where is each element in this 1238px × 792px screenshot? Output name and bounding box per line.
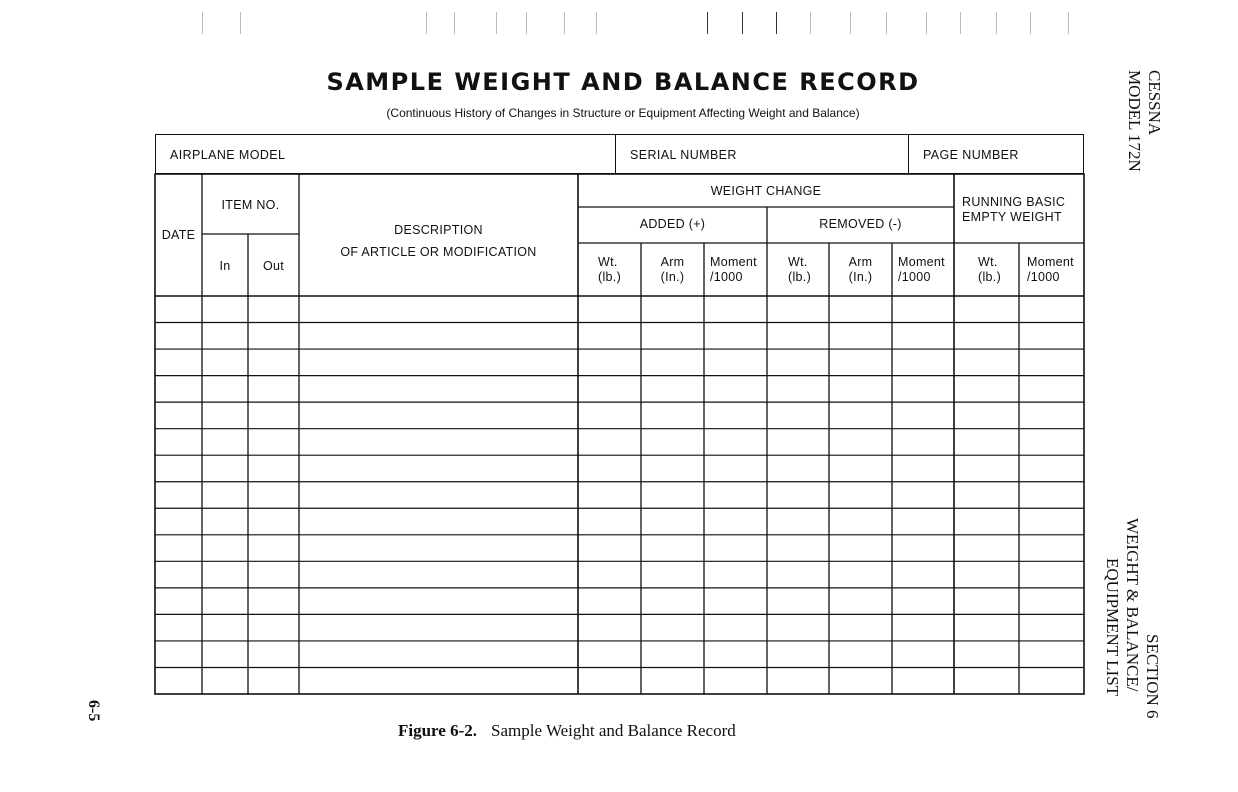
side-section-number: SECTION 6 bbox=[1143, 634, 1162, 719]
side-header-model: MODEL 172N bbox=[1125, 70, 1144, 172]
page-number-label: PAGE NUMBER bbox=[923, 148, 1019, 162]
removed-header: REMOVED (-) bbox=[819, 217, 902, 231]
side-header-top bbox=[1124, 70, 1164, 172]
page-subtitle: (Continuous History of Changes in Structure or Equipment Affecting Weight and Balance) bbox=[386, 106, 860, 120]
running-moment-header: Moment /1000 bbox=[1027, 255, 1074, 284]
date-column-header: DATE bbox=[161, 228, 196, 242]
item-in-column-header: In bbox=[219, 259, 231, 273]
removed-wt-header: Wt. (lb.) bbox=[788, 255, 812, 284]
serial-number-label: SERIAL NUMBER bbox=[630, 148, 737, 162]
description-header-line2: OF ARTICLE OR MODIFICATION bbox=[340, 245, 537, 259]
figure-number: Figure 6-2. bbox=[398, 721, 478, 740]
description-header-line1: DESCRIPTION bbox=[394, 223, 483, 237]
running-basic-header-line1: RUNNING BASIC bbox=[962, 195, 1066, 209]
removed-moment-header: Moment /1000 bbox=[898, 255, 945, 284]
side-section-subtitle: EQUIPMENT LIST bbox=[1103, 558, 1122, 697]
weight-change-header: WEIGHT CHANGE bbox=[710, 184, 822, 198]
item-out-column-header: Out bbox=[262, 259, 285, 273]
added-arm-header: Arm (In.) bbox=[660, 255, 685, 284]
side-header-cessna: CESSNA bbox=[1145, 70, 1164, 136]
added-header: ADDED (+) bbox=[639, 217, 706, 231]
page-title: SAMPLE WEIGHT AND BALANCE RECORD bbox=[326, 68, 920, 96]
item-no-column-header: ITEM NO. bbox=[221, 198, 280, 212]
side-section-title: WEIGHT & BALANCE/ bbox=[1123, 518, 1142, 692]
airplane-model-label: AIRPLANE MODEL bbox=[170, 148, 286, 162]
removed-arm-header: Arm (In.) bbox=[848, 255, 873, 284]
figure-caption-text: Sample Weight and Balance Record bbox=[491, 721, 736, 740]
running-basic-header-line2: EMPTY WEIGHT bbox=[962, 210, 1062, 224]
figure-caption bbox=[398, 721, 736, 741]
page-number: 6-5 bbox=[85, 700, 102, 722]
added-wt-header: Wt. (lb.) bbox=[598, 255, 622, 284]
added-moment-header: Moment /1000 bbox=[710, 255, 757, 284]
running-wt-header: Wt. (lb.) bbox=[978, 255, 1002, 284]
side-header-bottom bbox=[1102, 518, 1162, 719]
